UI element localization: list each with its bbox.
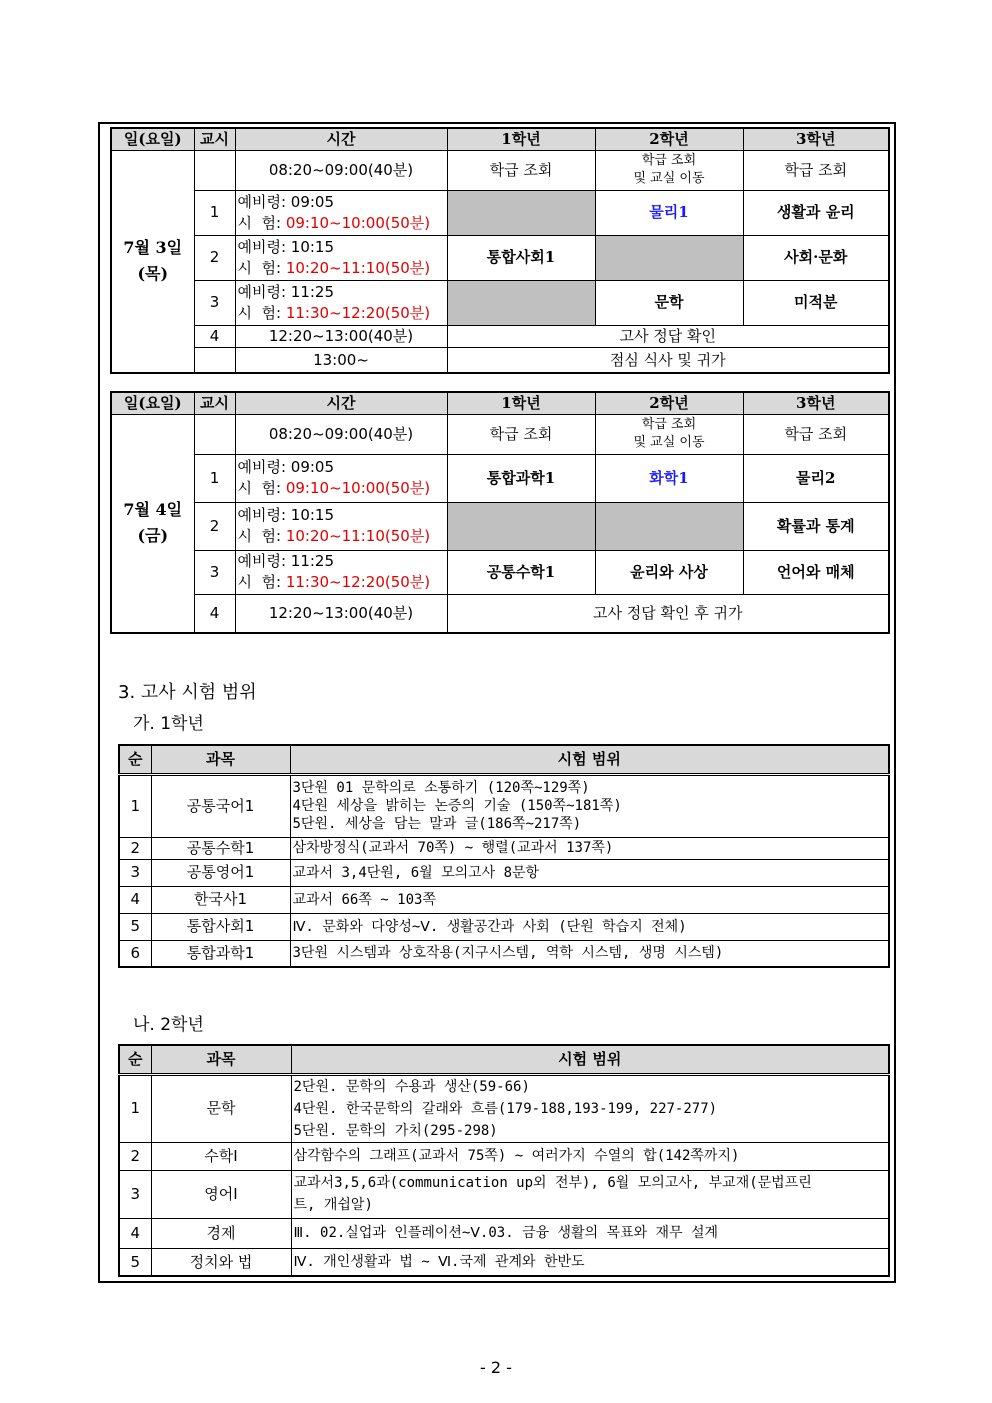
range-line: 5단원. 세상을 담는 말과 글(186쪽~217쪽) [292, 816, 582, 832]
range-line: 5단원. 문학의 가치(295-298) [293, 1122, 498, 1139]
row-number: 6 [119, 940, 151, 967]
grade2-line: 학급 조회 [641, 153, 697, 168]
grade3-cell: 확률과 통계 [743, 502, 889, 550]
table-row [119, 837, 889, 859]
grade2-cell: 물리1 [595, 190, 743, 235]
date: 7월 4일 [123, 500, 183, 520]
grade2-range-table [118, 1044, 890, 1277]
grade1-cell [447, 280, 595, 325]
header-period: 교시 [194, 128, 235, 150]
subject: 공통국어1 [151, 774, 290, 837]
exam-schedule-day1 [110, 127, 890, 374]
section-title: 3. 고사 시험 범위 [118, 682, 257, 703]
grade2-line: 학급 조회 [641, 417, 697, 432]
grade3-cell: 학급 조회 [743, 150, 889, 190]
grade2-cell [595, 235, 743, 280]
period-cell: 4 [194, 325, 235, 347]
grade3-cell: 언어와 매체 [743, 550, 889, 594]
range-line: 4단원. 한국문학의 갈래와 흐름(179-188,193-199, 227-277) [293, 1100, 718, 1117]
time-cell: 12:20~13:00(40분) [235, 325, 447, 347]
grade1-range-table [118, 744, 890, 968]
period-cell: 3 [194, 280, 235, 325]
time-cell: 08:20~09:00(40분) [235, 414, 447, 454]
grade1-cell: 학급 조회 [447, 150, 595, 190]
grade3-cell: 미적분 [743, 280, 889, 325]
time-cell [235, 502, 447, 550]
exam-time: 09:10~10:00(50분) [285, 213, 431, 232]
header-subject: 과목 [151, 745, 290, 774]
range-line: 트, 개쉽알) [293, 1197, 373, 1213]
page-number: - 2 - [480, 1358, 512, 1377]
table-row [119, 940, 889, 967]
header-time: 시간 [235, 392, 447, 414]
merged-cell: 고사 정답 확인 후 귀가 [447, 594, 889, 633]
header-grade2: 2학년 [595, 392, 743, 414]
period-cell: 1 [194, 190, 235, 235]
grade2-cell: 문학 [595, 280, 743, 325]
header-day: 일(요일) [111, 128, 194, 150]
range-cell [291, 1074, 889, 1142]
grade2-cell [595, 150, 743, 190]
time-cell: 12:20~13:00(40분) [235, 594, 447, 633]
grade2-cell: 화학1 [595, 454, 743, 502]
header-day: 일(요일) [111, 392, 194, 414]
period-cell [194, 347, 235, 373]
table-row [119, 1142, 889, 1170]
header-grade1: 1학년 [447, 128, 595, 150]
exam-time: 11:30~12:20(50분) [285, 303, 431, 322]
header-grade2: 2학년 [595, 128, 743, 150]
period-cell: 4 [194, 594, 235, 633]
exam-time: 11:30~12:20(50분) [285, 573, 431, 591]
header-range: 시험 범위 [291, 1045, 889, 1074]
time-cell [235, 235, 447, 280]
exam-time: 10:20~11:10(50분) [285, 527, 431, 545]
grade2-line: 및 교실 이동 [633, 171, 705, 186]
header-subject: 과목 [151, 1045, 291, 1074]
table-row [119, 1074, 889, 1142]
subject: 공통수학1 [151, 837, 290, 859]
subject: 통합사회1 [151, 913, 290, 940]
weekday: (목) [137, 264, 169, 284]
prep-time: 예비령: 09:05 [237, 458, 335, 476]
range-line: 교과서3,5,6과(communication up외 전부), 6월 모의고사, 부교재(문법프린 [293, 1175, 812, 1191]
table-row [119, 859, 889, 886]
header-range: 시험 범위 [290, 745, 889, 774]
subject: 경제 [151, 1218, 291, 1248]
time-cell [235, 190, 447, 235]
header-no: 순 [119, 745, 151, 774]
row-number: 1 [119, 774, 151, 837]
grade2-cell [595, 414, 743, 454]
grade3-cell: 물리2 [743, 454, 889, 502]
weekday: (금) [137, 526, 169, 546]
row-number: 5 [119, 913, 151, 940]
exam-label: 시 험: [237, 303, 286, 322]
range-cell: Ⅳ. 개인생활과 법 ~ Ⅵ.국제 관계와 한반도 [291, 1248, 889, 1276]
period-cell: 3 [194, 550, 235, 594]
row-number: 1 [119, 1074, 151, 1142]
range-line: 2단원. 문학의 수용과 생산(59-66) [293, 1078, 530, 1095]
prep-time: 예비령: 09:05 [237, 192, 335, 211]
range-cell: 3단원 시스템과 상호작용(지구시스템, 역학 시스템, 생명 시스템) [290, 940, 889, 967]
subject: 통합과학1 [151, 940, 290, 967]
grade1-cell: 학급 조회 [447, 414, 595, 454]
header-grade3: 3학년 [743, 392, 889, 414]
exam-label: 시 험: [237, 573, 286, 591]
subject: 문학 [151, 1074, 291, 1142]
grade3-cell: 생활과 윤리 [743, 190, 889, 235]
range-cell: 삼차방정식(교과서 70쪽) ~ 행렬(교과서 137쪽) [290, 837, 889, 859]
subject: 한국사1 [151, 886, 290, 913]
grade2-subtitle: 나. 2학년 [133, 1015, 204, 1035]
day-cell [111, 150, 194, 373]
range-cell: 삼각함수의 그래프(교과서 75쪽) ~ 여러가지 수열의 합(142쪽까지) [291, 1142, 889, 1170]
period-cell [194, 150, 235, 190]
subject: 공통영어1 [151, 859, 290, 886]
row-number: 3 [119, 859, 151, 886]
merged-cell: 점심 식사 및 귀가 [447, 347, 889, 373]
table-row [119, 774, 889, 837]
table-row [119, 1170, 889, 1218]
exam-label: 시 험: [237, 479, 286, 497]
period-cell: 2 [194, 502, 235, 550]
grade2-cell [595, 502, 743, 550]
range-cell: 교과서 66쪽 ~ 103쪽 [290, 886, 889, 913]
grade2-cell: 윤리와 사상 [595, 550, 743, 594]
period-cell: 2 [194, 235, 235, 280]
grade1-cell: 통합과학1 [447, 454, 595, 502]
range-cell [290, 774, 889, 837]
grade2-line: 및 교실 이동 [633, 435, 705, 450]
prep-time: 예비령: 11:25 [237, 282, 335, 301]
grade1-cell [447, 190, 595, 235]
header-no: 순 [119, 1045, 151, 1074]
date: 7월 3일 [123, 238, 183, 258]
grade1-cell: 통합사회1 [447, 235, 595, 280]
exam-label: 시 험: [237, 258, 286, 277]
range-cell [291, 1170, 889, 1218]
grade1-cell [447, 502, 595, 550]
exam-schedule-day2 [110, 391, 890, 634]
subject: 수학Ⅰ [151, 1142, 291, 1170]
table-row [119, 886, 889, 913]
range-cell: Ⅳ. 문화와 다양성~Ⅴ. 생활공간과 사회 (단원 학습지 전체) [290, 913, 889, 940]
subject: 영어Ⅰ [151, 1170, 291, 1218]
grade1-cell: 공통수학1 [447, 550, 595, 594]
exam-label: 시 험: [237, 527, 286, 545]
row-number: 2 [119, 837, 151, 859]
time-cell: 08:20~09:00(40분) [235, 150, 447, 190]
day-cell [111, 414, 194, 633]
header-grade1: 1학년 [447, 392, 595, 414]
header-grade3: 3학년 [743, 128, 889, 150]
table-row [119, 1248, 889, 1276]
time-cell [235, 280, 447, 325]
prep-time: 예비령: 10:15 [237, 506, 335, 524]
grade3-cell: 사회·문화 [743, 235, 889, 280]
time-cell: 13:00~ [235, 347, 447, 373]
row-number: 5 [119, 1248, 151, 1276]
subject: 정치와 법 [151, 1248, 291, 1276]
prep-time: 예비령: 11:25 [237, 552, 335, 570]
period-cell [194, 414, 235, 454]
exam-label: 시 험: [237, 213, 286, 232]
row-number: 2 [119, 1142, 151, 1170]
row-number: 3 [119, 1170, 151, 1218]
range-cell: Ⅲ. 02.실업과 인플레이션~Ⅴ.03. 금융 생활의 목표와 재무 설계 [291, 1218, 889, 1248]
prep-time: 예비령: 10:15 [237, 237, 335, 256]
row-number: 4 [119, 886, 151, 913]
time-cell [235, 454, 447, 502]
range-line: 3단원 01 문학의로 소통하기 (120쪽~129쪽) [292, 780, 590, 796]
row-number: 4 [119, 1218, 151, 1248]
header-period: 교시 [194, 392, 235, 414]
table-row [119, 1218, 889, 1248]
exam-time: 10:20~11:10(50분) [285, 258, 431, 277]
range-line: 4단원 세상을 밝히는 논증의 기술 (150쪽~181쪽) [292, 798, 622, 814]
exam-time: 09:10~10:00(50분) [285, 479, 431, 497]
grade1-subtitle: 가. 1학년 [133, 714, 204, 734]
time-cell [235, 550, 447, 594]
period-cell: 1 [194, 454, 235, 502]
header-time: 시간 [235, 128, 447, 150]
merged-cell: 고사 정답 확인 [447, 325, 889, 347]
table-row [119, 913, 889, 940]
range-cell: 교과서 3,4단원, 6월 모의고사 8문항 [290, 859, 889, 886]
grade3-cell: 학급 조회 [743, 414, 889, 454]
